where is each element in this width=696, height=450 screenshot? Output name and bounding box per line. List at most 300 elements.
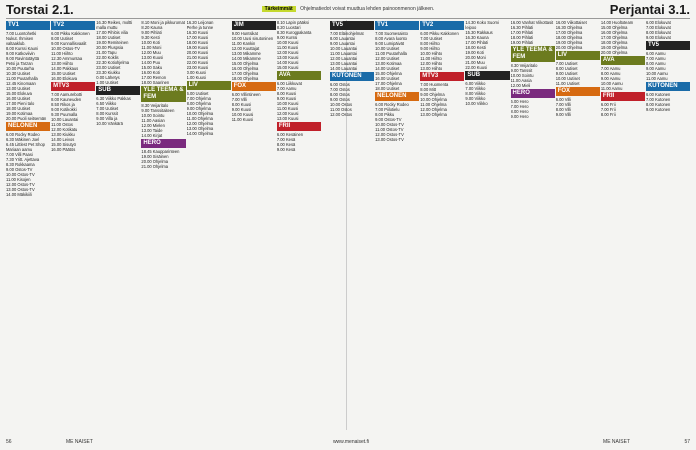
program-entry: 10.00 Ohjelma: [420, 97, 447, 102]
program-entry: 16.00 Uutiset: [375, 76, 400, 81]
program-entry: 11.00 Uutiset: [555, 81, 580, 86]
channel-header: NELONEN: [375, 92, 419, 101]
program-entry: 15.00 Ohjelma: [231, 61, 259, 66]
program-entry: 15.00 Elokuva: [6, 91, 32, 96]
program-entry: 13.00 Ohjelma: [420, 112, 447, 117]
program-entry: 11.00 Kuusi: [276, 45, 299, 50]
program-entry: 7.30 Yritt. Ajettava: [6, 157, 40, 162]
program-entry: 7.00 Viikko: [465, 86, 486, 91]
program-entry: 10.00 Puutarha: [6, 66, 34, 71]
channel-header: TV5: [330, 21, 374, 30]
program-entry: 16.00 Uutiset: [6, 96, 31, 101]
program-entry: 17.00 Kuusi: [186, 35, 209, 40]
program-entry: 10.00 Ostos-TV: [375, 122, 404, 127]
program-entry: 8.00 Kutonen: [645, 102, 671, 107]
program-entry: 16.00 Koti: [141, 70, 160, 75]
program-entry: 17.00 Ohjelma: [555, 30, 583, 35]
program-entry: 15.00 Kuusi: [276, 65, 299, 70]
program-entry: 16.30 Kuusi: [186, 30, 209, 35]
program-entry: 14.00 Pakkaus: [51, 66, 79, 71]
program-entry: 20.00 Pluspsia: [96, 45, 124, 50]
program-entry: 9.00 Aamu: [645, 66, 666, 71]
program-entry: 8.00 Kuusi: [276, 91, 297, 96]
website-url: www.menaiset.fi: [332, 439, 370, 445]
program-entry: 7.00 Kesä: [276, 137, 296, 142]
program-entry: 7.00 Aamu: [600, 66, 621, 71]
program-entry: 6.00 Rocky Rodeo: [375, 102, 409, 107]
program-entry: 11.00 Kankin: [231, 41, 256, 46]
program-entry: 13.00 Hiihto: [420, 66, 443, 71]
program-entry: 12.00 Ohjelma: [186, 121, 214, 126]
program-entry: 19.00 Kuusi: [186, 45, 209, 50]
listing-columns: [6, 20, 690, 432]
program-entry: 14.00 Kirjat: [141, 133, 163, 138]
program-entry: 13.00 Uutiset: [6, 86, 31, 91]
program-entry: 14.00 Mikamme: [231, 56, 261, 61]
magazine-name-left: ME NAISET: [66, 439, 93, 445]
header-note: [200, 6, 496, 12]
program-entry: 21.00 Ohjelma: [141, 164, 169, 169]
program-entry: 7.00 Aamu: [276, 86, 297, 91]
magazine-name-right: ME NAISET: [603, 439, 630, 445]
program-entry: 8.50 Rikos ja: [51, 102, 75, 107]
program-entry: 10.00 Hiihto: [420, 51, 443, 56]
program-entry: 11.00 Kuusi: [276, 106, 299, 111]
program-entry: 7.00 Eläinohjelmat: [329, 31, 364, 36]
program-entry: 16.00 Viikottaiset: [555, 20, 587, 25]
program-entry: 7.00 Villi Paasi: [6, 152, 33, 157]
program-entry: 9.00 Kesä: [276, 147, 296, 152]
program-entry: 14.00 Uutiset: [375, 66, 400, 71]
program-entry: 18.00 Uutiset: [375, 86, 400, 91]
program-entry: 6.00 Pikku Kakkonen: [420, 31, 459, 36]
program-entry: 14.00 Leivos: [51, 137, 75, 142]
program-entry: 12.00 Uutiset: [375, 56, 400, 61]
program-entry: 23.30 Kiukku: [96, 70, 120, 75]
program-entry: 11.00 Puutarhalla: [375, 51, 407, 56]
program-entry: 10.00 Ohjelma: [186, 111, 214, 116]
program-entry: 9.00 Hiihto: [420, 46, 440, 51]
program-entry: 19.00 Remiteinen: [96, 40, 129, 45]
program-entry: 18.00 Kesti: [465, 45, 486, 50]
channel-header: LIV: [556, 51, 600, 60]
program-entry: 8.00 Hero: [510, 109, 529, 114]
program-entry: 7.00 Uutiset: [420, 36, 443, 41]
program-entry: 19.00 Sisäinen: [141, 154, 169, 159]
program-entry: 7.00 Uutiset: [96, 106, 119, 111]
program-entry: 9.00 Ravintotäyttä: [6, 56, 39, 61]
program-entry: 16.30 Pihlati: [510, 25, 534, 30]
program-entry: 17.00 Remon: [141, 75, 167, 80]
program-entry: 12.00 Muu: [141, 50, 161, 55]
program-entry: 14.00 Huoltoteam: [600, 20, 634, 25]
program-entry: 17.00 Ohjelma: [231, 71, 259, 76]
program-entry: 9.00 Lumipäivät: [375, 41, 405, 46]
listing-column: [465, 20, 509, 432]
program-entry: 16.20 Leijonan: [186, 20, 214, 25]
program-entry: 9.00 Elokuvat: [645, 35, 671, 40]
program-entry: 7.00 Huomenta: [420, 82, 449, 87]
program-entry: 17.00 Pihlati: [510, 30, 534, 35]
program-entry: 9.30 Puumalla: [51, 112, 78, 117]
program-entry: 10.00 Vänkärä: [96, 121, 123, 126]
program-entry: 22.00 Kuusi: [186, 60, 209, 65]
program-entry: 13.00 Taide: [141, 128, 163, 133]
program-entry: 17.00 Pihlati: [465, 40, 488, 45]
program-entry: 15.30 Rakkaus: [465, 30, 493, 35]
listing-column: [96, 20, 140, 432]
program-entry: 14.00 Puu: [141, 60, 161, 65]
program-entry: 11.00 Kuusi: [231, 117, 254, 122]
program-entry: 20.00 Ohjelma: [555, 45, 583, 50]
program-entry: 22.00 Koklis: [96, 55, 119, 60]
channel-header: TV2: [51, 21, 95, 30]
program-entry: 10.00 Sointu: [510, 73, 534, 78]
channel-header: FRII: [277, 122, 321, 131]
program-entry: 8.30 Kurogpakanta: [276, 30, 312, 35]
program-entry: 7.00 Aamu: [645, 56, 666, 61]
program-entry: 7.00 Suomesaisto: [375, 31, 408, 36]
left-day-title: Torstai 2.1.: [6, 2, 74, 17]
listing-column: [646, 20, 690, 432]
program-entry: 9.00 Villi: [555, 112, 572, 117]
program-entry: 11.00 Aasian: [141, 118, 165, 123]
program-entry: 8.00 Kurssi Kauni: [6, 46, 39, 51]
program-entry: 8.00 Avara luonto: [375, 36, 407, 41]
listing-column: [187, 20, 231, 432]
program-entry: 13.00 Kuusi: [276, 55, 299, 60]
program-entry: 23.00 Kuusi: [186, 65, 209, 70]
program-entry: 8.00 Ohjelma: [186, 101, 211, 106]
program-entry: 10.00 Aamu: [600, 81, 623, 86]
program-entry: 10.00 Ostos: [329, 102, 353, 107]
program-entry: 10.00 Uusi sisutoninen: [231, 36, 274, 41]
program-entry: 6.00 Aamu: [645, 51, 666, 56]
highlight-tag: Tärkeimmät: [262, 6, 296, 12]
program-entry: 9.00 Ostos-TV: [6, 167, 33, 172]
program-entry: 14.00 Kuusi: [276, 60, 299, 65]
program-entry: 6.00 Kesäinen: [276, 132, 304, 137]
program-entry: 7.00 Elokuvat: [645, 25, 671, 30]
header-divider: [6, 18, 690, 19]
program-entry: 8.30 Rokkaama: [6, 162, 35, 167]
program-entry: 9.00 Villa ja: [96, 116, 118, 121]
program-entry: 9.00 Kotikokki: [51, 107, 77, 112]
page-footer: [6, 439, 690, 447]
program-entry: 8.00 Ostos: [329, 92, 350, 97]
program-entry: 11.00 Aamu: [600, 86, 623, 91]
channel-header: HERO: [511, 89, 555, 98]
program-entry: 6.00 Kutonen: [645, 92, 671, 97]
program-entry: Nukut. Ihmisen valtaaklub.: [6, 36, 34, 46]
channel-header: YLE TEEMA & FEM: [511, 46, 555, 62]
program-entry: 22.30 Kotiohjelma: [96, 60, 130, 65]
program-entry: 13.00 Kuusi: [276, 116, 299, 121]
program-entry: Perhe ja tunne: [186, 25, 214, 30]
program-entry: 19.00 Ohjelma: [555, 40, 583, 45]
program-entry: 12.00 Lauantai: [329, 56, 358, 61]
channel-header: AVA: [601, 56, 645, 65]
program-entry: 7.00 Villi: [555, 102, 572, 107]
program-entry: 6.00 Uutiset: [186, 91, 209, 96]
program-entry: 8.00 Kuusi: [231, 102, 252, 107]
program-entry: 10.30 Uutiset: [6, 71, 31, 76]
program-entry: 10.00 Lauantai: [329, 46, 358, 51]
program-entry: 21.00 Kuusi: [186, 55, 209, 60]
program-entry: 18.00 Ohjelma: [555, 35, 583, 40]
program-entry: 12.00 Kotikatu: [51, 127, 78, 132]
program-entry: 9.00 Kurssi: [276, 35, 298, 40]
program-entry: 10.00 Aamu: [645, 71, 668, 76]
program-entry: 8.20 Kauna: [141, 25, 163, 30]
program-entry: 10.00 Kuusi: [276, 40, 299, 45]
program-entry: 8.20 Luostari: [276, 25, 301, 30]
program-entry: 1.00 Kuusi: [186, 75, 206, 80]
program-entry: 19.00 Kotimaa: [6, 111, 33, 116]
program-entry: 7.00 Luontohetki: [6, 31, 37, 36]
program-entry: 6.00 Liikkuvat: [276, 81, 302, 86]
program-entry: 8.00 Uutiset: [51, 36, 73, 41]
program-entry: 9.00 Ohjelma: [186, 106, 211, 111]
program-entry: 12.00 Kuusi: [276, 50, 299, 55]
channel-header: KUTONEN: [330, 72, 374, 81]
program-entry: 10.00 Kuusi: [231, 112, 254, 117]
program-entry: 8.00 Aamu: [600, 71, 621, 76]
program-entry: 13.00 Ohjelma: [186, 126, 214, 131]
program-entry: 10.00 Lauantai: [51, 117, 79, 122]
program-entry: 10.00 Sointu: [141, 113, 165, 118]
program-entry: 13.00 Kotimaa: [375, 61, 402, 66]
page-number-left: 56: [6, 439, 12, 445]
program-entry: 9.00 Huntsikat: [231, 31, 258, 36]
program-entry: 16.30 Reikes, moltti: [96, 20, 133, 25]
program-entry: 6.50 Viikko: [96, 101, 117, 106]
channel-header: TV1: [375, 21, 419, 30]
program-entry: 19.00 Pihlati: [510, 40, 534, 45]
program-entry: 8.00 Villi: [555, 107, 572, 112]
program-entry: 6.00 Viikko: [465, 81, 486, 86]
program-entry: 17.00 Pihlöis vilia: [96, 30, 128, 35]
program-entry: 18.00 Pihlati: [510, 35, 534, 40]
program-entry: 20.00 Ohjelma: [600, 50, 628, 55]
channel-header: HERO: [141, 139, 185, 148]
channel-header: KUTONEN: [646, 82, 690, 91]
channel-header: NELONEN: [6, 122, 50, 131]
program-entry: 18.45 Kaupparinteen: [141, 149, 180, 154]
program-entry: 20.00 Kuusi: [186, 50, 209, 55]
program-entry: 12.00 Kuusi: [276, 111, 299, 116]
program-entry: 6.00 Frii: [600, 102, 616, 107]
program-entry: 11.00 Ostos: [329, 107, 352, 112]
program-entry: 12.30 Ammuntaa: [51, 56, 83, 61]
program-entry: 8.30 Veijaritalo: [141, 103, 169, 108]
program-entry: 6.00 Elokuvat: [645, 20, 671, 25]
program-entry: 8.10 Moni ja pikkuromat: [141, 20, 185, 25]
program-entry: 6.30 Viikko Pakkas: [96, 96, 131, 101]
program-entry: 10.00 Kuusi: [276, 101, 299, 106]
program-entry: 1.00 Uutiset: [96, 80, 119, 85]
program-entry: 18.00 Uutiset: [96, 35, 121, 40]
listing-column: [141, 20, 185, 432]
program-entry: 9.00 Uutiset: [555, 71, 578, 76]
program-entry: Mariaan aamu: [6, 147, 33, 152]
program-entry: 9.00 Ostos-TV: [375, 117, 402, 122]
program-entry: 22.00 Kuusi: [465, 65, 488, 70]
listing-column: [375, 20, 419, 432]
program-entry: 7.00 Uutiset: [555, 61, 578, 66]
program-entry: 6.00 Villi: [555, 97, 572, 102]
program-entry: 20.00 Puoli seitsemän: [6, 116, 47, 121]
program-entry: 12.45 Kinomaan: [6, 81, 36, 86]
program-entry: 9.00 Ostos: [329, 97, 350, 102]
program-entry: 16.00 Vanhat Viikottasit: [510, 20, 554, 25]
program-entry: 11.00 Aamu: [645, 76, 668, 81]
channel-header: MTV3: [420, 72, 464, 81]
program-entry: 15.00 Ohjelma: [375, 71, 402, 76]
program-entry: 13.00 Hiihto: [51, 61, 73, 66]
program-entry: 10.00 Uutiset: [555, 76, 580, 81]
program-entry: 7.00 Hero: [510, 104, 529, 109]
program-entry: 9.00 Tanssit: [510, 68, 533, 73]
program-entry: Petsi ja Tarzan: [6, 61, 33, 66]
header-note-text: Ohjelmatiedot voivat muuttua lehden painoonmenon jälkeen.: [300, 6, 435, 12]
channel-header: TV1: [6, 21, 50, 30]
program-entry: malla muttu: [96, 25, 118, 30]
program-entry: 8.30 Veijaritalo: [510, 63, 538, 68]
program-entry: 6.00 Pikku Kakkonen: [51, 31, 90, 36]
program-entry: 16.30 Kauna: [465, 35, 489, 40]
program-entry: 18.00 Uutiset: [6, 106, 31, 111]
program-entry: 10.00 Ostos-TV: [6, 172, 35, 177]
channel-header: SUB: [465, 71, 509, 80]
program-entry: 11.00 Moni: [141, 45, 162, 50]
program-entry: 9.00 Lauantai: [329, 41, 355, 46]
program-entry: 7.00 Frii: [600, 107, 616, 112]
page-number-right: 57: [684, 439, 690, 445]
program-entry: 13.00 Ostos-TV: [375, 137, 404, 142]
program-entry: 9.00 Kuusi: [276, 96, 297, 101]
program-entry: 9.00 Pihlati: [141, 30, 162, 35]
program-entry: 11.00 Ostos: [51, 122, 73, 127]
program-entry: 8.00 Elokuvat: [645, 30, 671, 35]
program-entry: 18.00 Saarinen: [141, 80, 170, 85]
program-entry: 6.00 Ostos: [329, 82, 350, 87]
program-entry: 0.00 Kuusi: [186, 70, 206, 75]
program-entry: 9.00 Ohjelma: [420, 92, 445, 97]
program-entry: 14.00 Mäkikiili: [6, 192, 32, 197]
program-entry: 6.30 Mäkinen Joel: [6, 137, 40, 142]
program-entry: 16.00 Elokuva: [51, 76, 78, 81]
program-entry: 8.00 Aamu: [645, 61, 666, 66]
program-entry: 7.00 Ohjelma: [186, 96, 211, 101]
program-entry: 21.00 Tapu: [96, 50, 117, 55]
listing-column: [601, 20, 645, 432]
program-entry: 12.00 Ostos-TV: [6, 182, 35, 187]
channel-header: FOX: [556, 87, 600, 96]
listing-column: [330, 20, 374, 432]
program-entry: 7.00 Piilotielu: [375, 107, 400, 112]
program-entry: 8.00 Lauantai: [329, 36, 355, 41]
listing-column: [232, 20, 276, 432]
program-entry: 8.00 Frii: [600, 112, 616, 117]
program-entry: 8.10 Lapin pääksi: [276, 20, 309, 25]
program-entry: 6.00 Rocky Rodeo: [6, 132, 40, 137]
program-entry: 15.00 Ohjelma: [600, 25, 628, 30]
program-entry: 8.00 Uutiset: [555, 66, 578, 71]
program-entry: 6.00 Hero: [510, 99, 529, 104]
program-entry: 11.00 Hiihto: [51, 51, 73, 56]
channel-header: FRII: [601, 92, 645, 101]
program-entry: 18.00 Ohjelma: [231, 76, 259, 81]
program-entry: 21.00 Muu: [465, 60, 485, 65]
program-entry: 13.00 Kiukku: [51, 132, 75, 137]
program-entry: 12.00 Ostos-TV: [375, 132, 404, 137]
channel-header: TV5: [646, 41, 690, 50]
program-entry: 11.00 Ostos-TV: [375, 127, 404, 132]
channel-header: YLE TEEMA & FEM: [141, 86, 185, 102]
program-entry: 14.00 Ohjelma: [186, 131, 214, 136]
program-entry: 17.00 Ohjelma: [600, 35, 628, 40]
channel-header: AVA: [277, 71, 321, 80]
program-entry: 11.00 Lauantai: [329, 51, 357, 56]
listing-column: [277, 20, 321, 432]
program-entry: 19.00 Koti: [465, 50, 484, 55]
program-entry: 11.00 Kisojen: [6, 177, 31, 182]
program-entry: 19.00 Ohjelma: [600, 45, 628, 50]
program-entry: 20.00 Moni: [465, 55, 486, 60]
program-entry: 15.00 Saku: [141, 65, 163, 70]
program-entry: 20.00 Ohjelma: [141, 159, 169, 164]
program-entry: 10.00 Koti: [141, 40, 160, 45]
program-entry: 9.00 Tanssitaiteen: [141, 108, 175, 113]
program-entry: 16.00 Päätös: [51, 147, 76, 152]
program-entry: 13.00 Mikamme: [231, 51, 261, 56]
program-entry: 12.00 Ostos: [329, 112, 353, 117]
program-entry: 16.00 Ohjelma: [231, 66, 259, 71]
listing-column: [556, 20, 600, 432]
program-entry: 12.00 Mielen: [141, 123, 165, 128]
listing-column: [51, 20, 95, 432]
program-entry: 12.00 Hiihto: [420, 61, 443, 66]
program-entry: 10.00 Uutiset: [375, 46, 400, 51]
program-entry: 9.00 Kutonen: [645, 107, 671, 112]
program-entry: 15.00 Uutiset: [51, 71, 76, 76]
program-entry: 8.00 Kauneuden: [51, 97, 82, 102]
right-day-title: Perjantai 3.1.: [609, 2, 690, 17]
program-entry: 18.00 Kuusi: [186, 40, 209, 45]
program-entry: 8.00 Pikku: [375, 112, 395, 117]
program-entry: 17.00 Ohjelma: [375, 81, 402, 86]
listing-column: [6, 20, 50, 432]
channel-header: TV2: [420, 21, 464, 30]
program-entry: 8.00 Mitt: [420, 87, 436, 92]
program-entry: 8.00 Kurssit: [96, 111, 118, 116]
program-entry: 7.00 Villi: [231, 97, 248, 102]
program-entry: 9.00 Viikko: [465, 96, 486, 101]
listing-column: [420, 20, 464, 432]
program-entry: 11.00 Ohjelma: [420, 102, 447, 107]
program-entry: 13.00 Kuusi: [141, 55, 164, 60]
program-entry: 8.00 Hiihto: [420, 41, 440, 46]
listing-column: [511, 20, 555, 432]
program-entry: 16.30 Ohjelma: [555, 25, 583, 30]
program-entry: 17.00 Pieni talo: [6, 101, 35, 106]
program-entry: 16.00 Ohjelma: [600, 30, 628, 35]
program-entry: 11.00 Aasia: [510, 78, 532, 83]
program-entry: 9.00 Katkoviivin: [6, 51, 35, 56]
program-entry: 9.00 Kuusi: [231, 107, 252, 112]
program-entry: 6.00 Villintineen: [231, 92, 261, 97]
